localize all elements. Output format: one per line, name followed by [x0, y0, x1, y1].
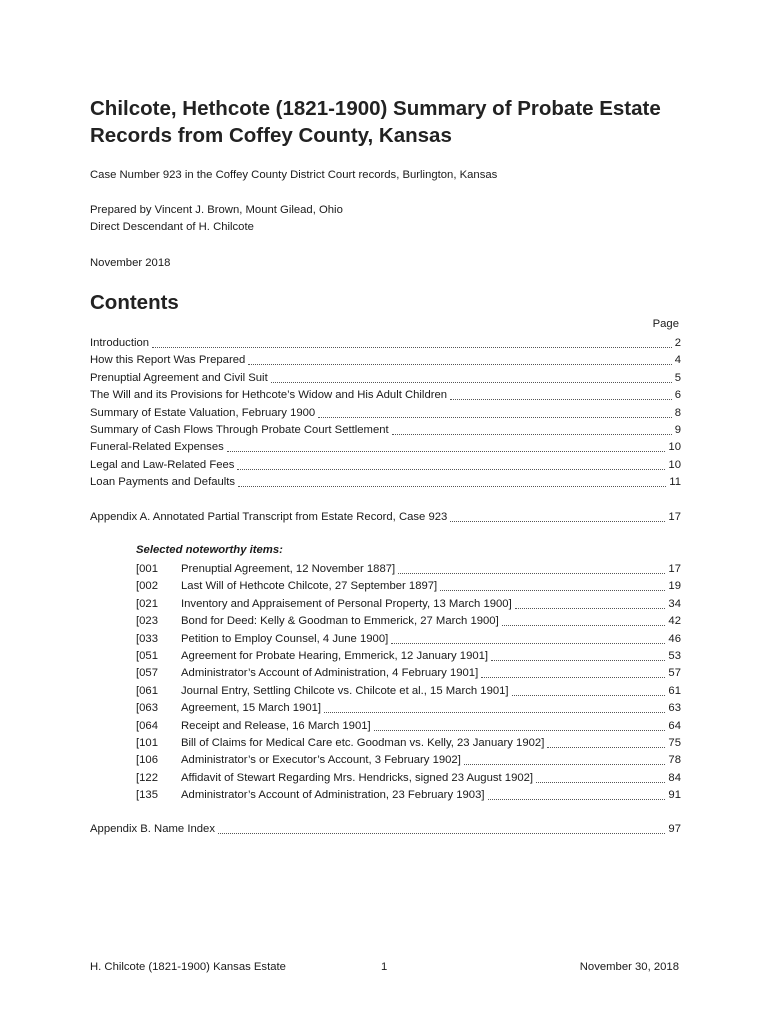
leader-dots: [515, 604, 666, 609]
toc-entry-label: Prenuptial Agreement and Civil Suit: [90, 371, 268, 384]
item-code: [063: [136, 702, 158, 715]
descendant-line: Direct Descendant of H. Chilcote: [90, 221, 254, 233]
toc-entry-label: Legal and Law-Related Fees: [90, 458, 235, 471]
selected-item[interactable]: [136, 787, 681, 804]
document-date: November 2018: [90, 257, 171, 269]
leader-dots: [374, 726, 666, 731]
contents-heading: Contents: [90, 291, 179, 314]
leader-dots: [391, 639, 665, 644]
leader-dots: [227, 447, 666, 452]
toc-entry-label: Summary of Estate Valuation, February 1900: [90, 406, 316, 419]
selected-item[interactable]: [136, 578, 681, 595]
leader-dots: [218, 829, 665, 834]
item-code: [051: [136, 650, 158, 662]
leader-dots: [536, 778, 665, 783]
toc-entry-label: Summary of Cash Flows Through Probate Court Settlement: [90, 424, 389, 436]
item-code: [001: [136, 563, 158, 575]
toc-entry-page: 10: [668, 441, 681, 454]
item-label: Bill of Claims for Medical Care etc. Goodman vs. Kelly, 23 January 1902]: [181, 737, 545, 749]
selected-item[interactable]: [136, 561, 681, 578]
item-label: Affidavit of Stewart Regarding Mrs. Hendricks, signed 23 August 1902]: [181, 771, 534, 784]
item-label: Inventory and Appraisement of Personal Property, 13 March 1900]: [181, 597, 512, 610]
toc-entry-page: 6: [674, 389, 681, 402]
toc-entry-label: Introduction: [90, 337, 150, 349]
item-label: Last Will of Hethcote Chilcote, 27 September 1897]: [181, 580, 438, 593]
selected-item[interactable]: [136, 631, 681, 648]
toc-entry-label: The Will and its Provisions for Hethcote’s Widow and His Adult Children: [90, 389, 448, 402]
toc-entry-label: Appendix B. Name Index: [90, 823, 215, 835]
leader-dots: [271, 378, 672, 383]
leader-dots: [318, 413, 671, 418]
toc-entry[interactable]: [90, 387, 681, 404]
footer-date: November 30, 2018: [579, 961, 679, 973]
toc-entry-label: Funeral-Related Expenses: [90, 441, 224, 454]
selected-items-heading: Selected noteworthy items:: [136, 544, 283, 556]
leader-dots: [392, 430, 672, 435]
item-code: [033: [136, 632, 158, 645]
toc-entry-page: 2: [674, 337, 681, 349]
item-page: 34: [668, 597, 681, 610]
toc-entry-page: 5: [674, 371, 681, 384]
leader-dots: [491, 656, 665, 661]
page-column-label: Page: [652, 318, 679, 330]
item-page: 84: [668, 771, 681, 784]
toc-entry[interactable]: [90, 352, 681, 369]
leader-dots: [324, 708, 665, 713]
item-page: 42: [668, 615, 681, 628]
toc-entry-page: 8: [674, 406, 681, 419]
item-code: [061: [136, 684, 158, 697]
leader-dots: [248, 360, 671, 365]
selected-item[interactable]: [136, 700, 681, 717]
leader-dots: [237, 465, 665, 470]
selected-item[interactable]: [136, 683, 681, 700]
toc-entry[interactable]: [90, 405, 681, 422]
selected-item[interactable]: [136, 665, 681, 682]
item-label: Prenuptial Agreement, 12 November 1887]: [181, 563, 396, 575]
leader-dots: [502, 621, 666, 626]
item-code: [106: [136, 754, 158, 767]
document-title: Chilcote, Hethcote (1821-1900) Summary of Probate Estate Records from Coffey County, Kansas: [90, 97, 661, 147]
toc-entry-page: 17: [668, 511, 681, 523]
selected-item[interactable]: [136, 648, 681, 665]
toc-entry-label: Appendix A. Annotated Partial Transcript from Estate Record, Case 923: [90, 511, 448, 523]
item-label: Journal Entry, Settling Chilcote vs. Chilcote et al., 15 March 1901]: [181, 684, 509, 697]
prepared-by: Prepared by Vincent J. Brown, Mount Gilead, Ohio: [90, 204, 343, 216]
item-code: [057: [136, 667, 158, 680]
item-page: 78: [668, 754, 681, 767]
leader-dots: [440, 586, 665, 591]
item-code: [002: [136, 580, 158, 593]
toc-entry[interactable]: [90, 422, 681, 439]
toc-entry[interactable]: [90, 370, 681, 387]
selected-item[interactable]: [136, 770, 681, 787]
footer-page-number: 1: [381, 961, 388, 973]
item-page: 57: [668, 667, 681, 680]
leader-dots: [481, 673, 665, 678]
item-code: [135: [136, 789, 158, 802]
item-label: Agreement for Probate Hearing, Emmerick, 12 January 1901]: [181, 650, 489, 662]
item-label: Receipt and Release, 16 March 1901]: [181, 719, 371, 732]
item-code: [064: [136, 719, 158, 732]
toc-entry-page: 97: [668, 823, 681, 835]
item-code: [122: [136, 771, 158, 784]
toc-appendix-a[interactable]: [90, 509, 681, 526]
item-page: 61: [668, 684, 681, 697]
selected-item[interactable]: [136, 596, 681, 613]
item-page: 63: [668, 702, 681, 715]
item-page: 53: [668, 650, 681, 662]
leader-dots: [398, 569, 665, 574]
toc-entry-page: 11: [669, 476, 681, 489]
item-code: [101: [136, 737, 158, 749]
toc-entry-label: How this Report Was Prepared: [90, 354, 246, 367]
leader-dots: [450, 395, 672, 400]
toc-entry-page: 4: [674, 354, 681, 367]
selected-item[interactable]: [136, 735, 681, 752]
selected-item[interactable]: [136, 752, 681, 769]
leader-dots: [464, 760, 666, 765]
leader-dots: [450, 517, 665, 522]
item-page: 17: [668, 563, 681, 575]
toc-entry-label: Loan Payments and Defaults: [90, 476, 236, 489]
selected-item[interactable]: [136, 613, 681, 630]
case-line: Case Number 923 in the Coffey County District Court records, Burlington, Kansas: [90, 169, 498, 181]
footer-left: H. Chilcote (1821-1900) Kansas Estate: [90, 961, 286, 973]
leader-dots: [488, 795, 666, 800]
leader-dots: [238, 482, 666, 487]
item-page: 75: [668, 737, 681, 749]
item-label: Petition to Employ Counsel, 4 June 1900]: [181, 632, 389, 645]
item-code: [021: [136, 597, 158, 610]
item-page: 91: [668, 789, 681, 802]
toc-entry[interactable]: [90, 474, 681, 491]
selected-item[interactable]: [136, 718, 681, 735]
toc-entry[interactable]: [90, 439, 681, 456]
toc-entry-page: 9: [674, 424, 681, 436]
toc-entry[interactable]: [90, 335, 681, 352]
toc-entry[interactable]: [90, 457, 681, 474]
toc-appendix-b[interactable]: [90, 821, 681, 838]
item-page: 46: [668, 632, 681, 645]
item-label: Administrator’s Account of Administration, 4 February 1901]: [181, 667, 479, 680]
item-label: Agreement, 15 March 1901]: [181, 702, 322, 715]
item-label: Administrator’s or Executor’s Account, 3 February 1902]: [181, 754, 461, 767]
item-page: 64: [668, 719, 681, 732]
item-label: Administrator’s Account of Administration, 23 February 1903]: [181, 789, 485, 802]
item-code: [023: [136, 615, 158, 628]
leader-dots: [547, 743, 665, 748]
toc-entry-page: 10: [668, 458, 681, 471]
leader-dots: [512, 691, 666, 696]
leader-dots: [152, 343, 672, 348]
item-label: Bond for Deed: Kelly & Goodman to Emmerick, 27 March 1900]: [181, 615, 499, 628]
item-page: 19: [668, 580, 681, 593]
